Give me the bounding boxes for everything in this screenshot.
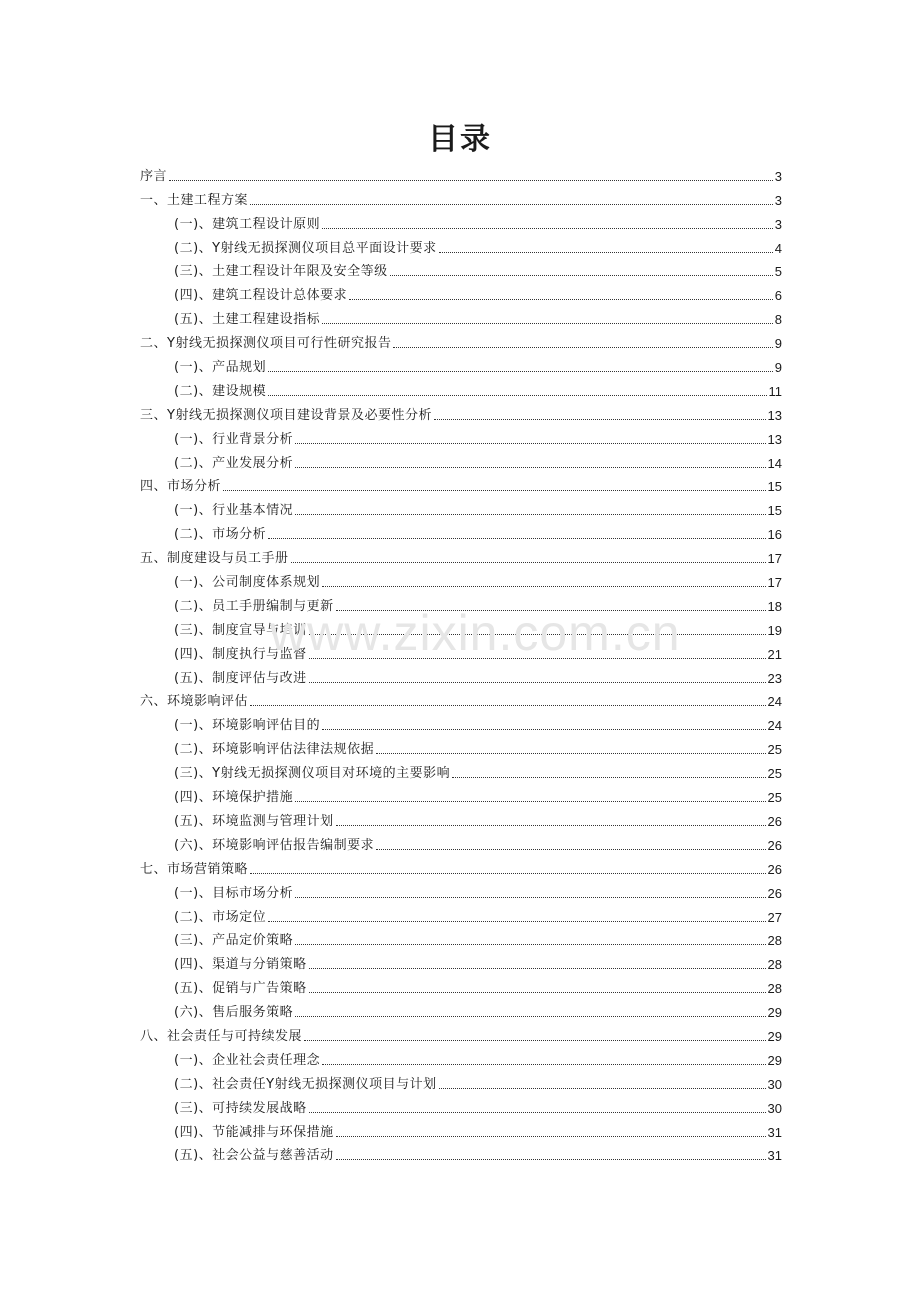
toc-entry[interactable]	[140, 972, 782, 996]
dot-leader	[376, 753, 765, 754]
dot-leader	[268, 921, 765, 922]
toc-entry-label: (六)、售后服务策略	[174, 1005, 294, 1021]
dot-leader	[439, 1088, 766, 1089]
toc-entry-page-number: 3	[774, 168, 782, 184]
toc-entry-label: (一)、环境影响评估目的	[174, 718, 321, 734]
dot-leader	[304, 1040, 766, 1041]
toc-entry[interactable]	[140, 399, 782, 423]
dot-leader	[309, 968, 766, 969]
toc-entry[interactable]	[140, 279, 782, 303]
toc-entry-label: (一)、公司制度体系规划	[174, 575, 321, 591]
toc-entry-label: (一)、企业社会责任理念	[174, 1052, 321, 1068]
toc-entry-label: (四)、制度执行与监督	[174, 646, 307, 662]
toc-entry[interactable]	[140, 542, 782, 566]
toc-entry-page-number: 25	[767, 766, 782, 782]
toc-entry-label: (三)、土建工程设计年限及安全等级	[174, 264, 388, 280]
toc-entry-label: (二)、市场定位	[174, 909, 267, 925]
toc-entry-page-number: 28	[767, 957, 782, 973]
toc-entry[interactable]	[140, 877, 782, 901]
toc-entry[interactable]	[140, 662, 782, 686]
toc-entry[interactable]	[140, 1020, 782, 1044]
toc-entry-label: (三)、产品定价策略	[174, 933, 294, 949]
toc-entry-page-number: 9	[774, 360, 782, 376]
toc-entry-label: (四)、渠道与分销策略	[174, 957, 307, 973]
dot-leader	[349, 299, 773, 300]
dot-leader	[336, 610, 766, 611]
toc-entry-page-number: 29	[767, 1005, 782, 1021]
toc-entry[interactable]	[140, 1116, 782, 1140]
toc-entry-label: (二)、市场分析	[174, 527, 267, 543]
toc-entry-page-number: 16	[767, 527, 782, 543]
dot-leader	[295, 1016, 765, 1017]
dot-leader	[250, 204, 773, 205]
toc-entry[interactable]	[140, 686, 782, 710]
toc-entry[interactable]	[140, 781, 782, 805]
toc-entry-label: (一)、行业基本情况	[174, 503, 294, 519]
toc-entry[interactable]	[140, 375, 782, 399]
toc-entry[interactable]	[140, 232, 782, 256]
toc-entry[interactable]	[140, 1140, 782, 1164]
dot-leader	[336, 825, 766, 826]
toc-entry-page-number: 13	[767, 407, 782, 423]
dot-leader	[223, 490, 766, 491]
toc-entry-page-number: 31	[767, 1124, 782, 1140]
toc-entry-page-number: 31	[767, 1148, 782, 1164]
toc-entry[interactable]	[140, 805, 782, 829]
dot-leader	[336, 1136, 766, 1137]
toc-entry-label: (五)、社会公益与慈善活动	[174, 1148, 334, 1164]
toc-entry-label: (二)、Y射线无损探测仪项目总平面设计要求	[174, 240, 437, 256]
toc-entry-label: (二)、社会责任Y射线无损探测仪项目与计划	[174, 1076, 437, 1092]
toc-entry-page-number: 5	[774, 264, 782, 280]
toc-entry[interactable]	[140, 996, 782, 1020]
dot-leader	[322, 1064, 765, 1065]
dot-leader	[376, 849, 765, 850]
dot-leader	[295, 443, 765, 444]
toc-entry[interactable]	[140, 518, 782, 542]
toc-entry[interactable]	[140, 1068, 782, 1092]
toc-entry-label: (二)、产业发展分析	[174, 455, 294, 471]
toc-entry[interactable]	[140, 327, 782, 351]
toc-entry-page-number: 15	[767, 479, 782, 495]
toc-entry-label: 七、市场营销策略	[140, 861, 249, 877]
dot-leader	[309, 634, 766, 635]
toc-entry-page-number: 26	[767, 813, 782, 829]
toc-entry-page-number: 18	[767, 598, 782, 614]
toc-entry-label: (四)、建筑工程设计总体要求	[174, 288, 348, 304]
dot-leader	[322, 586, 765, 587]
dot-leader	[169, 180, 773, 181]
dot-leader	[309, 992, 766, 993]
toc-entry[interactable]	[140, 160, 782, 184]
toc-entry-page-number: 26	[767, 837, 782, 853]
toc-entry-page-number: 30	[767, 1076, 782, 1092]
dot-leader	[295, 467, 765, 468]
toc-entry-label: (六)、环境影响评估报告编制要求	[174, 837, 375, 853]
dot-leader	[295, 801, 765, 802]
dot-leader	[309, 682, 766, 683]
toc-entry-label: 八、社会责任与可持续发展	[140, 1028, 303, 1044]
dot-leader	[336, 1159, 766, 1160]
toc-entry-label: (五)、土建工程建设指标	[174, 312, 321, 328]
toc-entry[interactable]	[140, 184, 782, 208]
watermark: www.zixin.com.cn	[270, 605, 681, 661]
toc-entry-page-number: 27	[767, 909, 782, 925]
toc-entry-page-number: 25	[767, 742, 782, 758]
toc-entry-page-number: 28	[767, 933, 782, 949]
dot-leader	[393, 347, 772, 348]
toc-entry-label: (四)、节能减排与环保措施	[174, 1124, 334, 1140]
toc-entry[interactable]	[140, 733, 782, 757]
toc-entry-label: (二)、环境影响评估法律法规依据	[174, 742, 375, 758]
dot-leader	[434, 419, 766, 420]
toc-entry[interactable]	[140, 901, 782, 925]
toc-entry[interactable]	[140, 256, 782, 280]
toc-entry[interactable]	[140, 351, 782, 375]
toc-entry[interactable]	[140, 709, 782, 733]
toc-entry[interactable]	[140, 566, 782, 590]
toc-entry-label: 五、制度建设与员工手册	[140, 551, 289, 567]
toc-entry[interactable]	[140, 638, 782, 662]
toc-entry-label: 一、土建工程方案	[140, 192, 249, 208]
toc-entry-page-number: 23	[767, 670, 782, 686]
toc-entry[interactable]	[140, 303, 782, 327]
toc-entry[interactable]	[140, 590, 782, 614]
dot-leader	[291, 562, 766, 563]
toc-entry-label: 六、环境影响评估	[140, 694, 249, 710]
toc-entry-page-number: 21	[767, 646, 782, 662]
toc-entry[interactable]	[140, 1044, 782, 1068]
toc-entry-label: (一)、产品规划	[174, 360, 267, 376]
dot-leader	[322, 323, 773, 324]
dot-leader	[390, 275, 773, 276]
toc-entry-page-number: 13	[767, 431, 782, 447]
toc-entry-page-number: 9	[774, 336, 782, 352]
toc-entry-label: 四、市场分析	[140, 479, 222, 495]
dot-leader	[295, 944, 765, 945]
toc-entry-page-number: 29	[767, 1052, 782, 1068]
toc-entry-label: 二、Y射线无损探测仪项目可行性研究报告	[140, 336, 392, 352]
dot-leader	[295, 897, 765, 898]
dot-leader	[268, 538, 765, 539]
toc-entry-page-number: 19	[767, 622, 782, 638]
toc-entry-page-number: 11	[768, 383, 782, 399]
dot-leader	[295, 514, 765, 515]
toc-entry-page-number: 24	[767, 718, 782, 734]
toc-entry-page-number: 30	[767, 1100, 782, 1116]
dot-leader	[439, 252, 773, 253]
toc-entry-label: (五)、促销与广告策略	[174, 981, 307, 997]
toc-entry[interactable]	[140, 471, 782, 495]
toc-entry[interactable]	[140, 494, 782, 518]
toc-entry[interactable]	[140, 925, 782, 949]
page-title: 目录	[428, 122, 492, 157]
table-of-contents	[140, 160, 782, 1163]
toc-entry-page-number: 4	[774, 240, 782, 256]
toc-entry-label: (一)、行业背景分析	[174, 431, 294, 447]
dot-leader	[250, 705, 766, 706]
dot-leader	[309, 658, 766, 659]
toc-entry-page-number: 25	[767, 790, 782, 806]
dot-leader	[309, 1112, 766, 1113]
toc-entry-page-number: 29	[767, 1028, 782, 1044]
toc-entry[interactable]	[140, 1092, 782, 1116]
dot-leader	[322, 228, 773, 229]
toc-entry-label: (三)、Y射线无损探测仪项目对环境的主要影响	[174, 766, 451, 782]
toc-entry[interactable]	[140, 447, 782, 471]
toc-entry-label: (五)、环境监测与管理计划	[174, 813, 334, 829]
toc-entry-page-number: 15	[767, 503, 782, 519]
toc-entry[interactable]	[140, 423, 782, 447]
toc-entry-label: 序言	[140, 168, 168, 184]
toc-entry[interactable]	[140, 948, 782, 972]
dot-leader	[322, 729, 765, 730]
toc-entry-label: 三、Y射线无损探测仪项目建设背景及必要性分析	[140, 407, 432, 423]
toc-entry-page-number: 3	[774, 192, 782, 208]
toc-entry[interactable]	[140, 757, 782, 781]
toc-entry-page-number: 14	[767, 455, 782, 471]
toc-entry-page-number: 3	[774, 216, 782, 232]
toc-entry[interactable]	[140, 853, 782, 877]
toc-entry[interactable]	[140, 829, 782, 853]
toc-entry[interactable]	[140, 208, 782, 232]
toc-entry-page-number: 17	[767, 551, 782, 567]
toc-entry[interactable]	[140, 614, 782, 638]
toc-entry-label: (一)、建筑工程设计原则	[174, 216, 321, 232]
toc-entry-label: (二)、建设规模	[174, 383, 267, 399]
toc-entry-page-number: 8	[774, 312, 782, 328]
toc-entry-label: (三)、可持续发展战略	[174, 1100, 307, 1116]
toc-entry-page-number: 6	[774, 288, 782, 304]
toc-entry-page-number: 26	[767, 885, 782, 901]
toc-entry-label: (一)、目标市场分析	[174, 885, 294, 901]
toc-entry-page-number: 24	[767, 694, 782, 710]
dot-leader	[250, 873, 766, 874]
toc-entry-label: (二)、员工手册编制与更新	[174, 598, 334, 614]
toc-entry-label: (五)、制度评估与改进	[174, 670, 307, 686]
toc-entry-page-number: 26	[767, 861, 782, 877]
toc-entry-page-number: 17	[767, 575, 782, 591]
dot-leader	[268, 395, 766, 396]
toc-entry-page-number: 28	[767, 981, 782, 997]
toc-entry-label: (四)、环境保护措施	[174, 790, 294, 806]
toc-entry-label: (三)、制度宣导与培训	[174, 622, 307, 638]
dot-leader	[452, 777, 765, 778]
dot-leader	[268, 371, 773, 372]
